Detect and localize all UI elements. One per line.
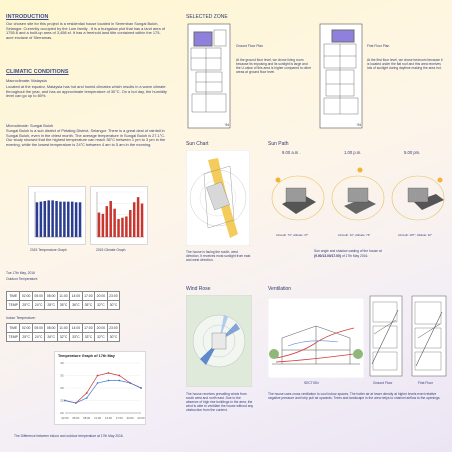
table-cell: 25°C	[20, 333, 33, 342]
table-header: TEMP	[7, 301, 20, 310]
sun-chart-title: Sun Chart	[186, 141, 209, 147]
table-cell: 02:00	[20, 292, 33, 301]
table-cell: 05:00	[32, 324, 45, 333]
series-1-point-6	[129, 382, 131, 384]
x-tick-label: 02:00	[61, 416, 69, 420]
temps-date: Tue 17th May, 2016	[6, 271, 35, 275]
ground-floor-plan	[186, 22, 232, 130]
table-header: TEMP	[7, 333, 20, 342]
table-cell: 05:00	[32, 292, 45, 301]
first-floor-plan	[318, 22, 364, 130]
sun-angle-5pm: Azimuth: 287°, Altitude: 32°	[398, 233, 432, 237]
table-cell: 32°C	[57, 333, 69, 342]
ventilation-ground-floor-plan	[368, 294, 404, 378]
micro-text: Sungai Buloh is a sub district of Petaling District, Selangor. There is a great deal of rainfall in Sungai Buloh, even in the driest month. The average temperature in Sungai Buloh is 27.1°C. Our study showed that the highest temperature can reach 36°C between 1 pm to 3 pm in the evening, while the lowest temperature is 24°C between 4 am to 5 am in the morning.	[6, 128, 166, 147]
ventilation-caption: The house uses cross ventilation to cool indoor spaces. The hotter air at lower density at higher levels exert relative negative pressure and help pull air upwards. Trees and landscape in the area helps to channel airflow to the openings.	[268, 392, 441, 400]
y-tick-label: 35	[60, 373, 64, 378]
y-tick-label: 20	[60, 411, 64, 416]
x-tick-label: 17:00	[115, 416, 123, 420]
climate-bar-oct	[133, 202, 136, 237]
climate-bar-jun	[117, 219, 120, 237]
temperature-bar-apr	[47, 200, 50, 237]
series-1-point-3	[97, 382, 99, 384]
ventilation-first-floor-label: First Floor	[418, 381, 433, 385]
table-cell: 24°C	[32, 333, 45, 342]
temperature-bar-mar	[44, 201, 47, 237]
table-cell: 35°C	[57, 301, 69, 310]
table-cell: 30°C	[107, 333, 120, 342]
ventilation-section-diagram	[268, 298, 364, 378]
climate-bar-apr	[109, 201, 112, 237]
table-cell: 20:00	[95, 324, 108, 333]
table-header: TIME	[7, 292, 20, 301]
table-cell: 23:00	[107, 292, 120, 301]
sun-path-caption-line2	[314, 254, 368, 258]
sun-path-caption-date: of 17th May 2016.	[341, 254, 369, 258]
table-cell: 11:00	[57, 324, 69, 333]
may-temperature-graph-panel	[54, 351, 146, 425]
table-cell: 33°C	[70, 333, 83, 342]
climate-bar-sep	[129, 210, 132, 237]
temperature-graph-panel	[28, 186, 86, 245]
ground-floor-text: At the ground floor level, we chose living room because its exposing and its sunlight is large and the U-value of this area is higher compared to other areas at ground floor level.	[236, 58, 312, 74]
x-tick-label: 08:00	[83, 416, 91, 420]
sun-path-9am	[272, 176, 324, 220]
series-line-1	[65, 381, 141, 404]
north-arrow-icon: ↑N	[224, 122, 229, 127]
table-cell: 08:00	[45, 292, 58, 301]
macro-text: Located at the equator, Malaysia has hot and humid climates which results in a warm climate throughout the year, and has an approximate temperature of 30°C. On a hot day, the humidity level can go up to 80%.	[6, 84, 167, 99]
climate-bar-feb	[102, 214, 105, 237]
series-1-point-5	[118, 380, 120, 382]
sun-path-1pm	[332, 168, 384, 221]
may-graph-title: Temperature Graph of 17th May	[58, 354, 115, 358]
climate-bar-jan	[98, 213, 101, 237]
climate-graph-caption: 2015 Climate Graph	[96, 248, 126, 252]
table-cell: 17:00	[82, 324, 95, 333]
may-temperature-line-chart	[55, 360, 145, 422]
table-cell: 36°C	[70, 301, 83, 310]
table-cell: 14:00	[70, 324, 83, 333]
series-0-point-2	[86, 392, 88, 394]
x-tick-label: 11:00	[94, 416, 101, 420]
outdoor-time-row	[7, 292, 120, 301]
temperature-bar-dec	[79, 202, 82, 237]
table-cell: 08:00	[45, 324, 58, 333]
sun-path-caption-times: (9.00/13.00/17.00)	[314, 254, 341, 258]
series-1-point-2	[86, 397, 88, 399]
climate-bar-mar	[106, 206, 109, 237]
ventilation-first-floor-plan	[410, 294, 448, 378]
climate-bar-nov	[137, 197, 140, 237]
sun-chart-caption: The house is facing the south- west direction. It receives most sunlight from east and west direction.	[186, 250, 251, 262]
table-cell: 26°C	[45, 333, 58, 342]
temperature-bar-nov	[75, 202, 78, 237]
table-cell: 02:00	[20, 324, 33, 333]
outdoor-label: Outdoor Temperature:	[6, 277, 39, 281]
table-cell: 32°C	[95, 333, 108, 342]
selected-zone-title: SELECTED ZONE	[186, 14, 228, 20]
sun-angle-9am: Azimuth: 73°, Altitude: 37°	[276, 233, 309, 237]
sun-path-diagrams	[268, 150, 448, 242]
sun-angle-1pm: Azimuth: 10°, Altitude: 76°	[338, 233, 371, 237]
first-floor-plan-title: First Floor Plan	[367, 44, 390, 48]
table-cell: 17:00	[82, 292, 95, 301]
table-cell: 32°C	[95, 301, 108, 310]
ventilation-section-label: SECTION	[304, 381, 319, 385]
table-cell: 28°C	[45, 301, 58, 310]
climate-bar-chart	[91, 187, 147, 244]
y-tick-label: 30	[60, 386, 64, 391]
macro-title: Macroclimate: Malaysia	[6, 78, 47, 83]
temperature-bar-chart	[29, 187, 85, 244]
table-cell: 35°C	[82, 301, 95, 310]
temperature-bar-jun	[55, 201, 58, 237]
temperature-graph-caption: 2015 Temperature Graph	[30, 248, 67, 252]
climate-bar-may	[113, 209, 116, 237]
temperature-bar-sep	[67, 202, 70, 237]
intro-title: INTRODUCTION	[6, 14, 49, 20]
temperature-bar-jul	[59, 202, 62, 237]
y-tick-label: 40	[60, 361, 64, 366]
wind-rose-caption: The house receives prevailing winds from south west and north east. Due to the absence of high rise buildings in the area, the wind is able to ventilate the house without any obstruction from the context.	[186, 392, 254, 412]
indoor-time-row	[7, 324, 120, 333]
climate-bar-dec	[141, 204, 144, 237]
sun-chart-diagram	[186, 150, 250, 246]
table-cell: 24°C	[32, 301, 45, 310]
temperature-bar-jan	[36, 202, 39, 237]
series-0-point-5	[118, 375, 120, 377]
table-cell: 20:00	[95, 292, 108, 301]
climate-graph-panel	[90, 186, 148, 245]
series-1-point-1	[75, 402, 77, 404]
x-tick-label: 23:00	[137, 416, 145, 420]
table-cell: 23:00	[107, 324, 120, 333]
x-tick-label: 14:00	[104, 416, 112, 420]
temperature-bar-oct	[71, 202, 74, 237]
sun-path-title: Sun Path	[268, 141, 289, 147]
series-1-point-4	[108, 380, 110, 382]
climatic-title: CLIMATIC CONDITIONS	[6, 69, 69, 75]
table-cell: 33°C	[82, 333, 95, 342]
indoor-table	[6, 323, 120, 342]
outdoor-table	[6, 291, 120, 310]
micro-title: Microclimate: Sungai Buloh	[6, 123, 54, 128]
series-0-point-4	[108, 372, 110, 374]
indoor-label: Indoor Temperature:	[6, 316, 36, 320]
temps-caption: The Difference between indoor and outdoor temperature at 17th May 2016.	[14, 434, 124, 438]
climate-bar-aug	[125, 216, 128, 237]
sun-time-1pm: 1.00 p.m.	[344, 150, 362, 155]
sun-path-caption-line1: Sun angle and shadow casting of the house at	[314, 249, 382, 253]
temperature-bar-may	[51, 200, 54, 237]
outdoor-temp-row	[7, 301, 120, 310]
table-cell: 11:00	[57, 292, 69, 301]
north-arrow-icon: ↑N	[356, 122, 361, 127]
temperature-bar-aug	[63, 202, 66, 237]
intro-text: Our chosen site for this project is a residential house located in Seremban Sungai Buloh, Selangor. Currently occupied by the Lum family . It is a bungalow plot that has a land area of 1755.6 and a built-up area of 3,458 sf. It has a freehold land title contained within the 175-acre enclave of Sierramas.	[6, 21, 165, 40]
ground-floor-plan-title: Ground Floor Plan	[236, 44, 263, 48]
sun-time-9am: 9.00 a.m .	[282, 150, 301, 155]
sun-path-sketches	[268, 158, 448, 232]
ventilation-ground-floor-label: Ground Floor	[373, 381, 393, 385]
sun-time-5pm: 5.00 pm.	[404, 150, 421, 155]
series-1-point-0	[64, 400, 66, 402]
series-1-point-7	[140, 387, 142, 389]
sun-path-5pm	[392, 176, 444, 220]
wind-rose-title: Wind Rose	[186, 286, 211, 292]
y-tick-label: 25	[60, 398, 64, 403]
temperature-bar-feb	[40, 202, 43, 237]
climate-bar-jul	[121, 218, 124, 237]
wind-rose-diagram	[186, 295, 252, 387]
ventilation-title: Ventilation	[268, 286, 292, 292]
table-cell: 30°C	[107, 301, 120, 310]
x-tick-label: 05:00	[72, 416, 80, 420]
indoor-temp-row	[7, 333, 120, 342]
series-0-point-3	[97, 375, 99, 377]
table-cell: 25°C	[20, 301, 33, 310]
table-header: TIME	[7, 324, 20, 333]
table-cell: 14:00	[70, 292, 83, 301]
x-tick-label: 20:00	[126, 416, 134, 420]
first-floor-text: At the first floor level, we chose bedroom because it is located under the flat roof and this area receives lots of sunlight during daytime making the area hot.	[367, 58, 443, 70]
